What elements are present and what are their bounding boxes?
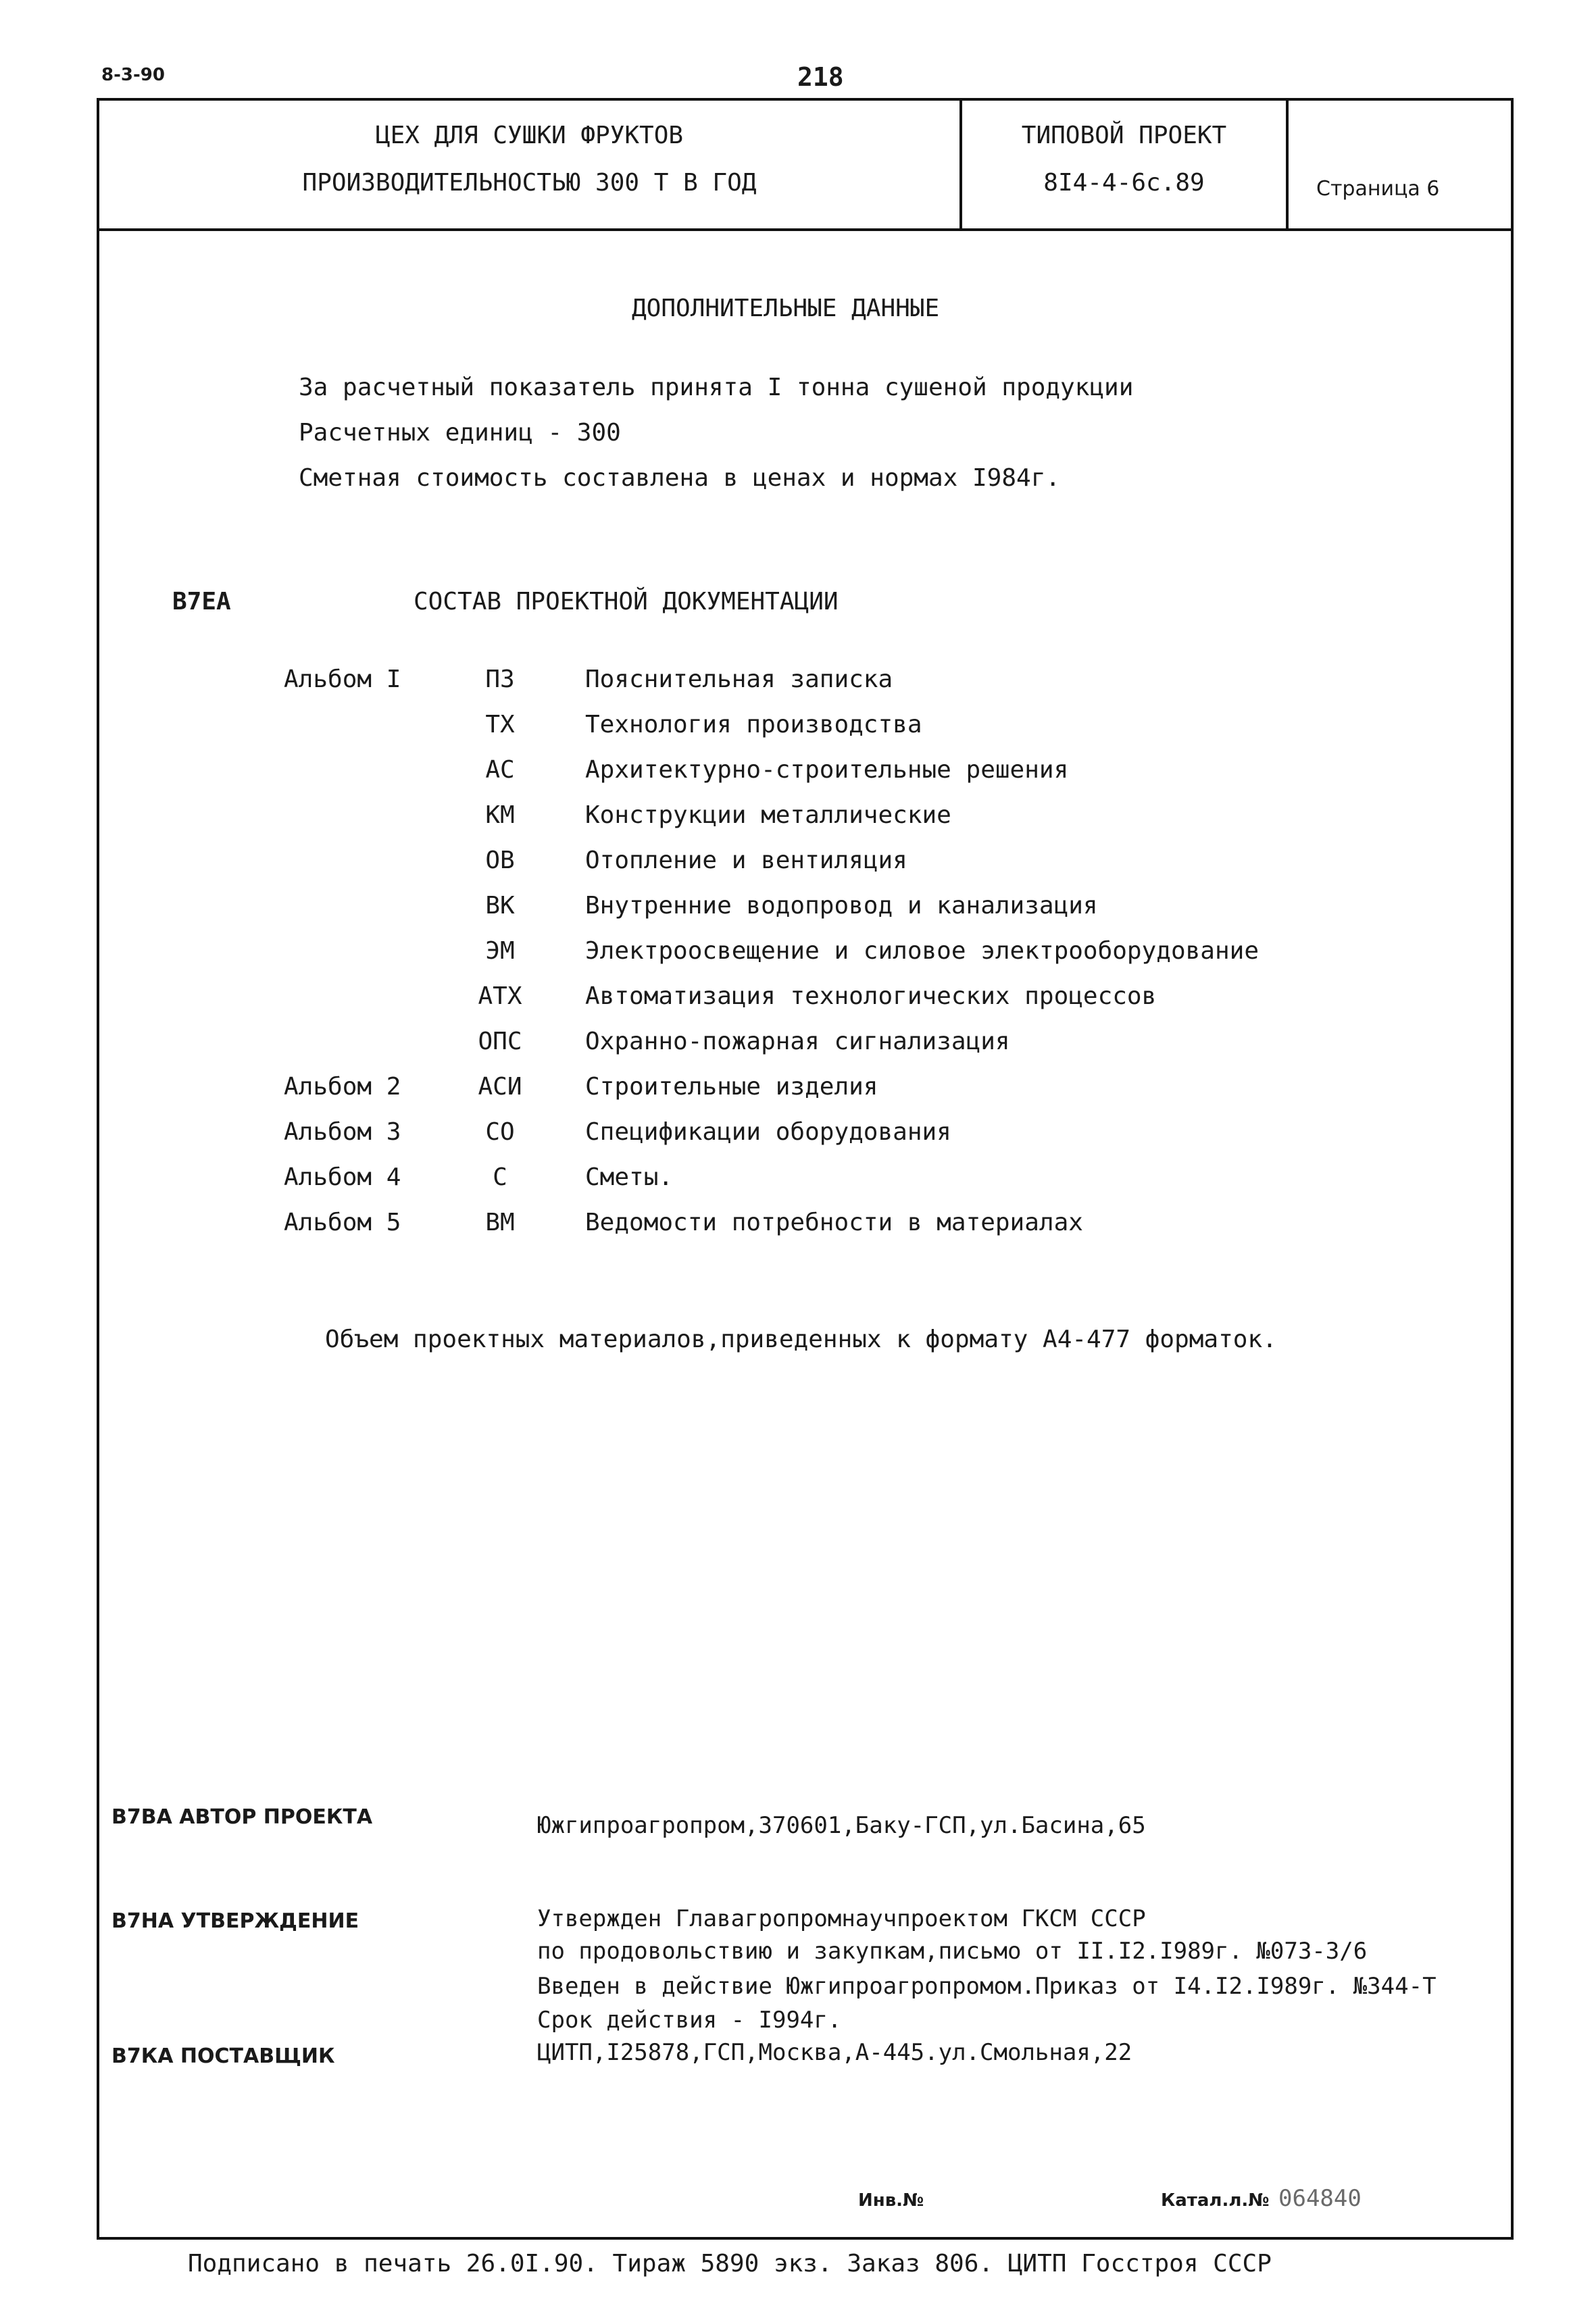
row-desc: Архитектурно-строительные решения <box>585 756 1069 784</box>
title-block-divider-2 <box>1286 98 1289 231</box>
page-label: Страница 6 <box>1316 177 1440 201</box>
catalog-label: Катал.л.№ <box>1161 2190 1270 2211</box>
additional-line-1: За расчетный показатель принята I тонна сушеной продукции <box>299 374 1134 401</box>
row-abbr: КМ <box>485 801 515 829</box>
row-abbr: АСИ <box>478 1073 522 1101</box>
row-desc: Технология производства <box>585 711 922 738</box>
composition-code: В7ЕА <box>172 588 231 615</box>
row-abbr: АТХ <box>478 982 522 1010</box>
composition-heading: СОСТАВ ПРОЕКТНОЙ ДОКУМЕНТАЦИИ <box>414 588 839 615</box>
row-abbr: ПЗ <box>485 665 515 693</box>
row-album: Альбом 5 <box>284 1209 401 1236</box>
row-desc: Отопление и вентиляция <box>585 847 907 874</box>
approval-label: В7НА УТВЕРЖДЕНИЕ <box>111 1909 359 1933</box>
print-line: Подписано в печать 26.0I.90. Тираж 5890 экз. Заказ 806. ЦИТП Госстроя СССР <box>188 2250 1272 2278</box>
supplier-label: В7КА ПОСТАВЩИК <box>111 2044 335 2068</box>
project-label: ТИПОВОЙ ПРОЕКТ <box>1021 122 1227 149</box>
row-abbr: АС <box>485 756 515 784</box>
catalog-value: 064840 <box>1278 2185 1362 2212</box>
approval-line-2: по продовольствию и закупкам,письмо от II.I2.I989г. №073-3/6 <box>537 1938 1368 1965</box>
supplier-value: ЦИТП,I25878,ГСП,Москва,А-445.ул.Смольная,22 <box>537 2039 1132 2066</box>
row-album: Альбом 4 <box>284 1163 401 1191</box>
row-desc: Сметы. <box>585 1163 674 1191</box>
row-album: Альбом 2 <box>284 1073 401 1101</box>
row-desc: Внутренние водопровод и канализация <box>585 892 1098 920</box>
header-code: 8-3-90 <box>101 65 165 85</box>
title-line-1: ЦЕХ ДЛЯ СУШКИ ФРУКТОВ <box>375 122 684 149</box>
approval-line-4: Срок действия - I994г. <box>537 2007 842 2034</box>
row-abbr: ВМ <box>485 1209 515 1236</box>
row-abbr: СО <box>485 1118 515 1146</box>
row-abbr: ОПС <box>478 1028 522 1055</box>
additional-line-2: Расчетных единиц - 300 <box>299 419 621 447</box>
title-line-2: ПРОИЗВОДИТЕЛЬНОСТЬЮ 300 Т В ГОД <box>302 169 757 197</box>
row-abbr: С <box>493 1163 507 1191</box>
additional-heading: ДОПОЛНИТЕЛЬНЫЕ ДАННЫЕ <box>632 295 940 322</box>
author-value: Южгипроагропром,370601,Баку-ГСП,ул.Басина,65 <box>537 1812 1146 1839</box>
row-desc: Конструкции металлические <box>585 801 951 829</box>
row-album: Альбом I <box>284 665 401 693</box>
title-block-bottom-line <box>97 228 1514 231</box>
approval-line-3: Введен в действие Южгипроагропромом.Приказ от I4.I2.I989г. №344-Т <box>537 1973 1437 2000</box>
additional-line-3: Сметная стоимость составлена в ценах и нормах I984г. <box>299 464 1061 492</box>
project-number: 8I4-4-6с.89 <box>1043 169 1205 197</box>
row-album: Альбом 3 <box>284 1118 401 1146</box>
row-desc: Строительные изделия <box>585 1073 878 1101</box>
row-desc: Спецификации оборудования <box>585 1118 951 1146</box>
row-abbr: ТХ <box>485 711 515 738</box>
row-desc: Электроосвещение и силовое электрооборудование <box>585 937 1259 965</box>
row-desc: Автоматизация технологических процессов <box>585 982 1157 1010</box>
volume-line: Объем проектных материалов,приведенных к формату А4-477 форматок. <box>325 1326 1277 1353</box>
row-desc: Пояснительная записка <box>585 665 893 693</box>
row-desc: Ведомости потребности в материалах <box>585 1209 1083 1236</box>
inventory-label: Инв.№ <box>858 2190 924 2211</box>
title-block-divider-1 <box>959 98 962 231</box>
page-number: 218 <box>797 62 844 92</box>
row-abbr: ЭМ <box>485 937 515 965</box>
row-abbr: ОВ <box>485 847 515 874</box>
author-label: В7ВА АВТОР ПРОЕКТА <box>111 1805 373 1829</box>
row-desc: Охранно-пожарная сигнализация <box>585 1028 1010 1055</box>
row-abbr: ВК <box>485 892 515 920</box>
approval-line-1: Утвержден Главагропромнаучпроектом ГКСМ СССР <box>537 1905 1146 1932</box>
